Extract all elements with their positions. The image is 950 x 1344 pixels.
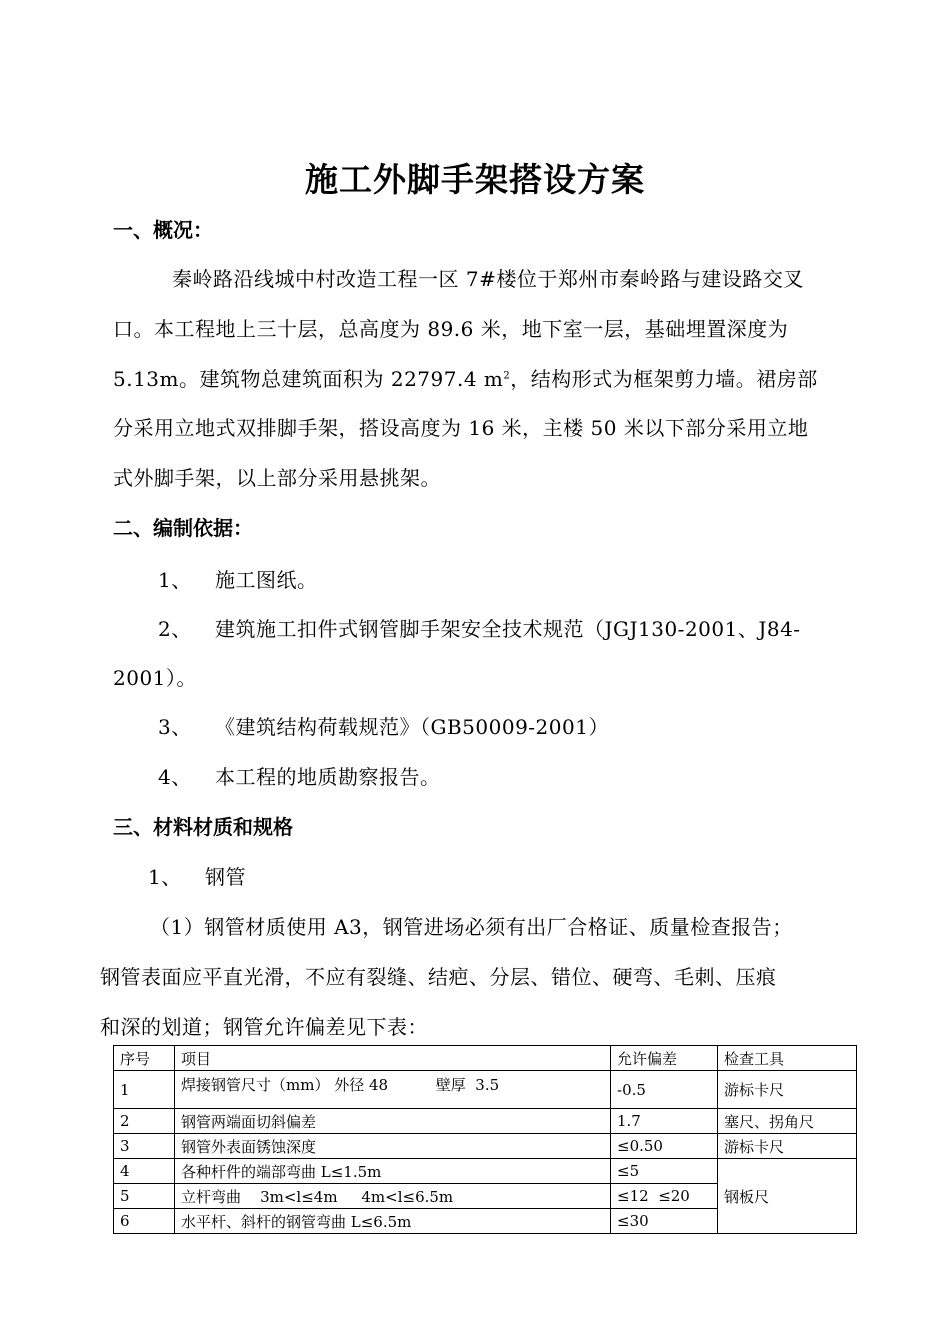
header-no: 序号 — [114, 1046, 175, 1071]
row-tolerance: ≤30 — [611, 1209, 718, 1234]
row-item: 焊接钢管尺寸（mm） 外径 48 壁厚 3.5 — [175, 1071, 611, 1109]
row-item: 钢管外表面锈蚀深度 — [175, 1134, 611, 1159]
table-row — [114, 1109, 857, 1134]
row-item: 水平杆、斜杆的钢管弯曲 L≤6.5m — [175, 1209, 611, 1234]
header-tool: 检查工具 — [718, 1046, 857, 1071]
basis-item-3-text: 《建筑结构荷载规范》（GB50009-2001） — [215, 715, 609, 739]
tolerance-table — [113, 1045, 857, 1234]
row-tolerance: -0.5 — [611, 1071, 718, 1109]
table-header-row — [114, 1046, 857, 1071]
row-item: 钢管两端面切斜偏差 — [175, 1109, 611, 1134]
basis-item-1-num: 1、 — [158, 568, 192, 592]
sec1-line-4: 分采用立地式双排脚手架，搭设高度为 16 米，主楼 50 米以下部分采用立地 — [113, 416, 809, 440]
sec1-line-1: 秦岭路沿线城中村改造工程一区 7#楼位于郑州市秦岭路与建设路交叉 — [172, 267, 804, 291]
row-item: 立杆弯曲 3m<l≤4m 4m<l≤6.5m — [175, 1184, 611, 1209]
row-item: 各种杆件的端部弯曲 L≤1.5m — [175, 1159, 611, 1184]
section-2-heading: 二、编制依据： — [113, 516, 253, 540]
section-3-heading: 三、材料材质和规格 — [113, 815, 293, 839]
row-tolerance: ≤5 — [611, 1159, 718, 1184]
basis-item-4-text: 本工程的地质勘察报告。 — [215, 765, 441, 789]
row-tolerance: 1.7 — [611, 1109, 718, 1134]
material-item-1-text: 钢管 — [205, 865, 246, 889]
sec3-para-line-1: （1）钢管材质使用 A3，钢管进场必须有出厂合格证、质量检查报告； — [150, 915, 793, 939]
row-no: 3 — [114, 1134, 175, 1159]
row-no: 2 — [114, 1109, 175, 1134]
header-item: 项目 — [175, 1046, 611, 1071]
material-item-1-num: 1、 — [148, 865, 182, 889]
basis-item-2-text: 建筑施工扣件式钢管脚手架安全技术规范（JGJ130-2001、J84- — [215, 617, 801, 641]
table-row — [114, 1071, 857, 1109]
section-1-heading: 一、概况： — [113, 218, 213, 242]
table-row — [114, 1159, 857, 1184]
basis-item-4-num: 4、 — [158, 765, 192, 789]
row-tool: 塞尺、拐角尺 — [718, 1109, 857, 1134]
sec1-line-5: 式外脚手架，以上部分采用悬挑架。 — [113, 466, 441, 490]
row-tool-merged: 钢板尺 — [718, 1159, 857, 1234]
table-row — [114, 1134, 857, 1159]
row-tolerance: ≤12 ≤20 — [611, 1184, 718, 1209]
basis-item-3-num: 3、 — [158, 715, 192, 739]
row-tool: 游标卡尺 — [718, 1134, 857, 1159]
basis-item-2-num: 2、 — [158, 617, 192, 641]
header-tolerance: 允许偏差 — [611, 1046, 718, 1071]
row-tolerance: ≤0.50 — [611, 1134, 718, 1159]
row-no: 5 — [114, 1184, 175, 1209]
row-no: 1 — [114, 1071, 175, 1109]
sec1-line-3: 5.13m。建筑物总建筑面积为 22797.4 $m^2$，结构形式为框架剪力墙。裙房部 — [113, 367, 818, 391]
superscript-2: 2 — [503, 370, 511, 382]
sec1-line-2: 口。本工程地上三十层，总高度为 89.6 米，地下室一层，基础埋置深度为 — [113, 317, 789, 341]
document-title: 施工外脚手架搭设方案 — [305, 160, 645, 199]
sec3-para-line-2: 钢管表面应平直光滑，不应有裂缝、结疤、分层、错位、硬弯、毛刺、压痕 — [100, 965, 777, 989]
basis-item-2-cont: 2001）。 — [113, 666, 197, 690]
sec3-para-line-3: 和深的划道；钢管允许偏差见下表： — [100, 1015, 428, 1039]
row-tool: 游标卡尺 — [718, 1071, 857, 1109]
row-no: 6 — [114, 1209, 175, 1234]
basis-item-1-text: 施工图纸。 — [215, 568, 318, 592]
row-no: 4 — [114, 1159, 175, 1184]
